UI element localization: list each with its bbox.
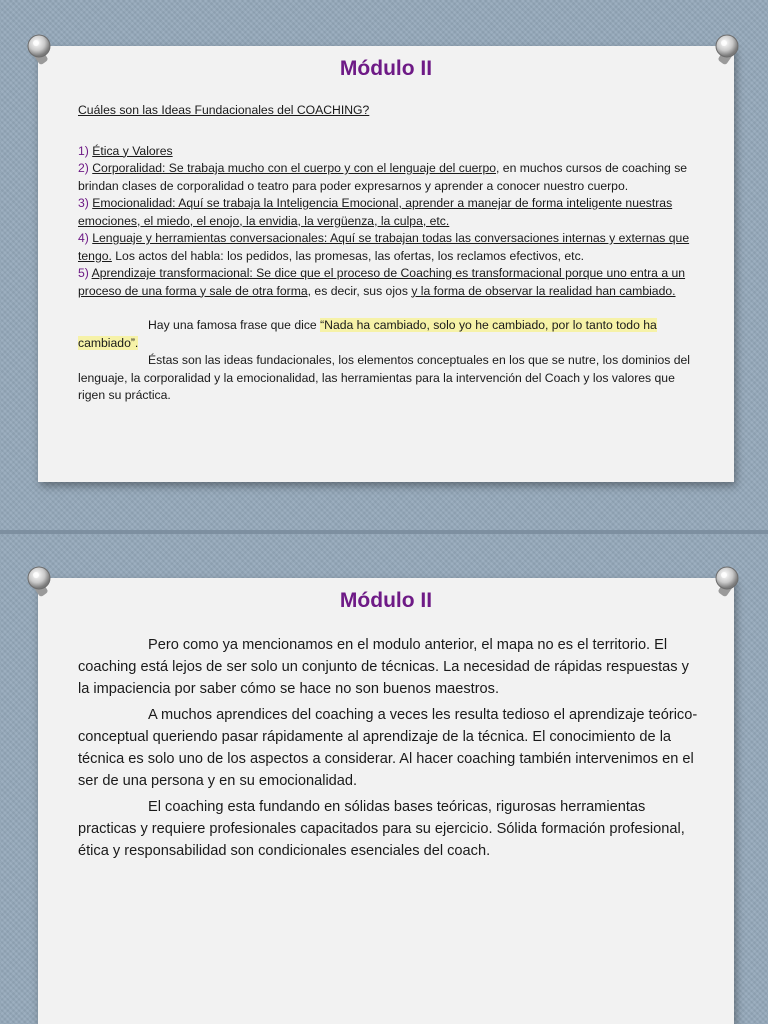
list-item-2: 2) Corporalidad: Se trabaja mucho con el cuerpo y con el lenguaje del cuerpo, en muchos cursos de coaching se brindan clases de corporalidad o teatro para poder expresarnos y aprender a conocer nuestro cuerpo. (78, 161, 688, 193)
paragraph-3: El coaching esta fundando en sólidas bases teóricas, rigurosas herramientas practicas y requiere profesionales capacitados para su ejercicio. Sólida formación profesional, ética y responsabilidad son condicionales esenciales del coach. (78, 799, 685, 859)
closing-paragraph: Éstas son las ideas fundacionales, los elementos conceptuales en los que se nutre, los dominios del lenguaje, la corporalidad y la emocionalidad, las herramientas para la intervención del Coach y los valores que rigen su práctica. (78, 353, 690, 402)
slide-1-title: Módulo II (339, 57, 433, 80)
pushpin-icon (22, 32, 56, 66)
slide-separator (0, 530, 768, 534)
list-item-1: 1) Ética y Valores (78, 143, 173, 158)
list-item-5: 5) Aprendizaje transformacional: Se dice que el proceso de Coaching es transformacional porque uno entra a un proceso de una forma y sale de otra forma, es decir, sus ojos y la forma de observar la realidad han cambiado. (78, 266, 686, 298)
quote-paragraph: Hay una famosa frase que dice “Nada ha cambiado, solo yo he cambiado, por lo tanto todo ha cambiado”. (78, 318, 657, 350)
slide-2-content (78, 634, 698, 866)
pushpin-icon (710, 32, 744, 66)
slide-1-content (78, 102, 698, 405)
paragraph-2: A muchos aprendices del coaching a veces les resulta tedioso el aprendizaje teórico-conceptual queriendo pasar rápidamente al aprendizaje de la técnica. El conocimiento de la técnica es solo uno de los aspectos a considerar. Al hacer coaching también intervenimos en el ser de una persona y en su emocionalidad. (78, 707, 698, 789)
pushpin-icon (710, 564, 744, 598)
slide-1-card (38, 46, 734, 482)
slide-2-title: Módulo II (339, 589, 433, 612)
list-item-3: 3) Emocionalidad: Aquí se trabaja la Inteligencia Emocional, aprender a manejar de forma inteligente nuestras emociones, el miedo, el enojo, la envidia, la vergüenza, la culpa, etc. (78, 196, 673, 228)
slide-1-question: Cuáles son las Ideas Fundacionales del COACHING? (78, 103, 370, 117)
highlighted-quote: “Nada ha cambiado, solo yo he cambiado, por lo tanto todo ha cambiado”. (78, 318, 657, 350)
pushpin-icon (22, 564, 56, 598)
paragraph-1: Pero como ya mencionamos en el modulo anterior, el mapa no es el territorio. El coaching está lejos de ser solo un conjunto de técnicas. La necesidad de rápidas respuestas y la impaciencia por saber cómo se hace no son buenos maestros. (78, 637, 689, 697)
list-item-4: 4) Lenguaje y herramientas conversacionales: Aquí se trabajan todas las conversaciones internas y externas que tengo. Los actos del habla: los pedidos, las promesas, las ofertas, los reclamos efectivos, etc. (78, 231, 690, 263)
slide-2-card (38, 578, 734, 1024)
